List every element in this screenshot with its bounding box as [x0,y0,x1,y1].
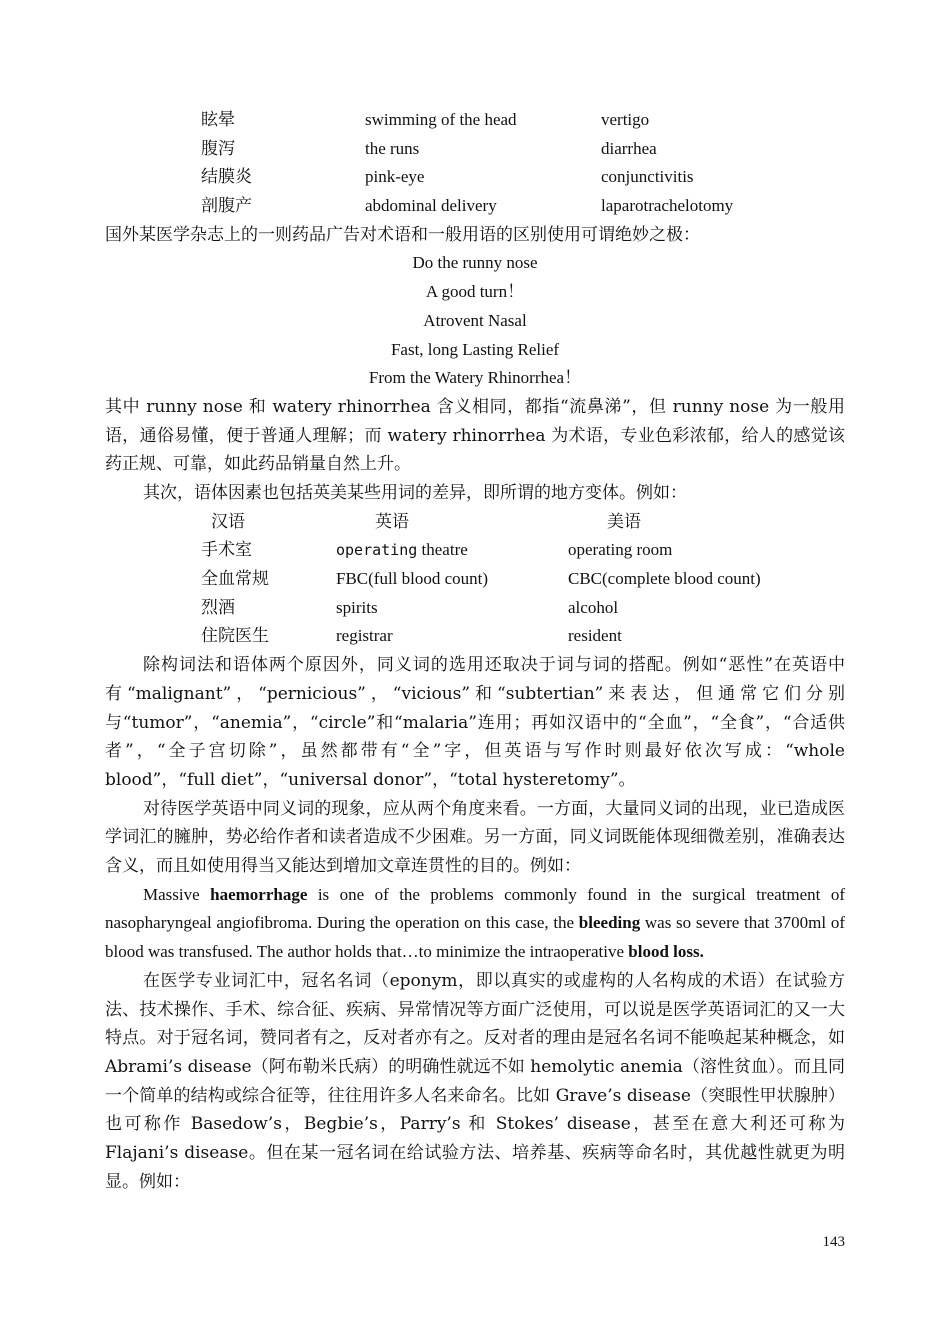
medical-term: diarrhea [601,138,657,158]
paragraph: 对待医学英语中同义词的现象，应从两个角度来看。一方面，大量同义词的出现，业已造成医学词汇的臃肿，势必给作者和读者造成不少困难。另一方面，同义词既能体现细微差别，准确表达含义，而且如使用得当又能达到增加文章连贯性的目的。例如： [105,798,845,877]
american-term: operating room [568,540,673,560]
medical-term: vertigo [601,110,650,129]
term-table [105,106,845,221]
table-row [105,622,845,651]
variant-table [105,508,845,651]
common-expression: swimming of the head [365,110,517,129]
table-row [105,135,845,164]
british-term: FBC(full blood count) [336,569,489,589]
medical-term: laparotrachelotomy [601,196,734,216]
medical-term: conjunctivitis [601,167,694,187]
ad-intro: 国外某医学杂志上的一则药品广告对术语和一般用语的区别使用可谓绝妙之极： [105,224,700,245]
chinese-term: 烈酒 [201,597,235,618]
table-row [105,565,845,594]
table-row [105,192,845,221]
ad-line: From the Watery Rhinorrhea！ [368,368,582,388]
ad-line: Do the runny nose [412,253,538,273]
chinese-term: 结膜炎 [201,167,252,188]
paragraph: 在医学专业词汇中，冠名名词（eponym，即以真实的或虚构的人名构成的术语）在试验方法、技术操作、手术、综合征、疾病、异常情况等方面广泛使用，可以说是医学英语词汇的又一大特点。对于冠名词，赞同者有之，反对者亦有之。反对者的理由是冠名名词不能唤起某种概念，如 Abrami’s disease（阿布勒米氏病）的明确性就远不如 hemolytic anemia（溶性贫血）。而且同一个简单的结构或综合征等，往往用许多人名来命名。比如 Grave’s disease（突眼性甲状腺肿）也可称作 Basedow’s，Begbie’s，Parry’s 和 Stokes’ disease，甚至在意大利还可称为 Flajani’s disease。但在某一冠名词在给试验方法、培养基、疾病等命名时，其优越性就更为明显。例如： [105,970,845,1192]
chinese-term: 腹泻 [201,138,235,159]
column-header: 汉语 [211,511,245,532]
common-expression: pink-eye [365,167,425,187]
ad-line: Atrovent Nasal [423,310,527,330]
american-term: CBC(complete blood count) [568,569,761,589]
common-expression: the runs [365,138,420,158]
british-term: spirits [336,597,378,617]
table-row [105,594,845,623]
document-page [105,106,845,1196]
british-term: registrar [336,626,393,646]
ad-line: A good turn！ [425,282,525,302]
chinese-term: 手术室 [201,540,252,561]
keyword-bleeding: bleeding [578,913,641,933]
page-number: 143 [822,1234,845,1250]
paragraph: 除构词法和语体两个原因外，同义词的选用还取决于词与词的搭配。例如“恶性”在英语中有“malignant”，“pernicious”，“vicious”和“subtertian”来表达，但通常它们分别与“tumor”，“anemia”，“circle”和“malaria”连用；再如汉语中的“全血”，“全食”，“合适供者”，“全子宫切除”，虽然都带有“全”字，但英语与写作时则最好依次写成：“whole blood”，“full diet”，“universal donor”，“total hysteretomy”。 [105,655,845,790]
chinese-term: 剖腹产 [201,196,252,217]
table-header [105,508,845,537]
american-term: alcohol [568,597,619,617]
table-row [105,106,845,135]
chinese-term: 住院医生 [201,626,269,647]
british-term: operating theatre [336,540,468,560]
chinese-term: 全血常规 [201,569,269,590]
keyword-haemorrhage: haemorrhage [210,884,308,904]
american-term: resident [568,626,622,646]
table-row [105,163,845,192]
drug-advertisement [105,249,845,392]
paragraph: 其次，语体因素也包括英美某些用词的差异，即所谓的地方变体。例如： [143,482,687,503]
keyword-blood-loss: blood loss. [628,942,704,962]
paragraph: 其中 runny nose 和 watery rhinorrhea 含义相同，都指“流鼻涕”，但 runny nose 为一般用语，通俗易懂，便于普通人理解；而 watery rhinorrhea 为术语，专业色彩浓郁，给人的感觉该药正规、可靠，如此药品销量自然上升。 [105,396,845,475]
ad-line: Fast, long Lasting Relief [390,339,560,359]
column-header: 美语 [607,511,641,532]
english-example: Massive haemorrhage is one of the problems commonly found in the surgical treatment of nasopharyngeal angiofibroma. During the operation on this case, the bleeding was so severe that 3700ml of blood was transfused. The author holds that…to minimize the intraoperative blood loss. [105,884,845,962]
chinese-term: 眩晕 [201,110,235,130]
common-expression: abdominal delivery [365,196,497,216]
table-row [105,536,845,565]
column-header: 英语 [375,511,409,532]
